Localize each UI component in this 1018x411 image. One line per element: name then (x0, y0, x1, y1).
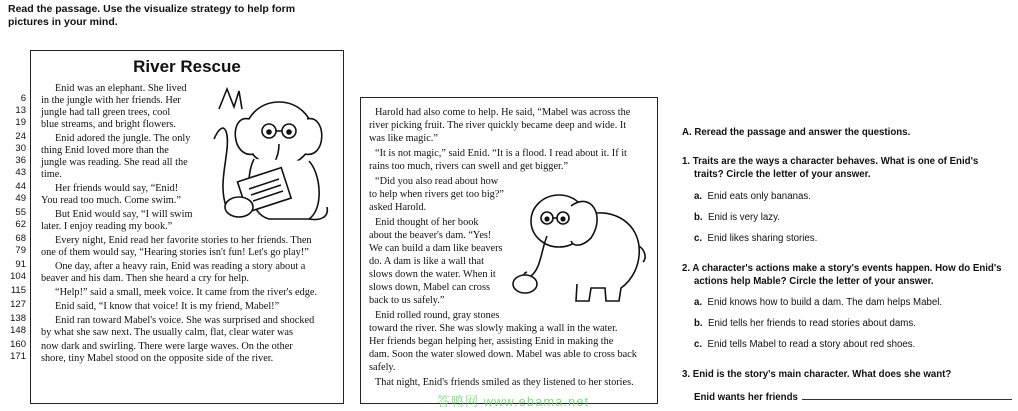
passage-2-line: Enid thought of her book (375, 217, 479, 228)
line-number: 160 (10, 339, 26, 350)
answer-line[interactable] (802, 399, 1012, 400)
instructions: Read the passage. Use the visualize strategy to help form pictures in your mind. (8, 3, 296, 28)
line-number: 24 (15, 131, 26, 142)
line-number: 138 (10, 313, 26, 324)
passage-2-line: “Did you also read about how (375, 176, 499, 187)
line-number: 36 (15, 155, 26, 166)
q2-option-b[interactable]: b. Enid tells her friends to read stories about dams. (694, 318, 916, 329)
passage-1-line: time. (41, 169, 62, 180)
q1-option-c[interactable]: c. Enid likes sharing stories. (694, 233, 818, 244)
line-number: 19 (15, 117, 26, 128)
passage-2-line: slows down the water. When it (369, 269, 496, 280)
line-number: 44 (15, 181, 26, 192)
question-2-line-2: actions help Mable? Circle the letter of your answer. (694, 276, 934, 287)
passage-2-line: river picking fruit. The river quickly became deep and wide. It (369, 120, 627, 131)
elephant-glasses-illustration (511, 176, 651, 304)
passage-2-line: dam. Soon the water slowed down. Mabel was able to cross back (369, 349, 637, 360)
line-number: 115 (10, 285, 26, 296)
story-title: River Rescue (133, 57, 241, 76)
questions-header: A. Reread the passage and answer the questions. (682, 127, 911, 138)
passage-1-line: later. I enjoy reading my book.” (41, 221, 173, 232)
passage-1-line: Enid said, “I know that voice! It is my friend, Mabel!” (55, 301, 280, 312)
line-number: 62 (15, 219, 26, 230)
passage-2-line: asked Harold. (369, 202, 427, 213)
passage-1-line: now dark and swirling. There were large waves. On the other (41, 341, 293, 352)
line-number: 148 (10, 325, 26, 336)
line-number: 104 (10, 271, 26, 282)
line-number: 6 (20, 93, 26, 104)
line-number: 79 (15, 245, 26, 256)
passage-1-line: shore, tiny Mabel stood on the opposite side of the river. (41, 353, 274, 364)
q1-option-a[interactable]: a. Enid eats only bananas. (694, 191, 811, 202)
passage-2-line: We can build a dam like beavers (369, 243, 503, 254)
question-1-line-2: traits? Circle the letter of your answer. (694, 169, 871, 180)
passage-1-line: jungle was reading. She read all the (41, 157, 188, 168)
passage-1-line: by what she saw next. The usually calm, flat, clear water was (41, 327, 293, 338)
passage-2-line: Her friends began helping her, assisting Enid in making the (369, 336, 614, 347)
line-number: 171 (10, 351, 26, 362)
line-number: 30 (15, 143, 26, 154)
question-2-line-1: 2. A character's actions make a story's events happen. How do Enid's (682, 263, 1002, 274)
passage-1-line: Enid ran toward Mabel's voice. She was surprised and shocked (55, 315, 315, 326)
passage-1-line: thing Enid loved more than the (41, 145, 169, 156)
passage-1-line: Enid was an elephant. She lived (55, 83, 187, 94)
line-number: 55 (15, 207, 26, 218)
line-number: 91 (15, 259, 26, 270)
passage-1-line: One day, after a heavy rain, Enid was reading a story about a (55, 261, 306, 272)
passage-2-line: back to us safely.” (369, 295, 445, 306)
question-3: 3. Enid is the story's main character. What does she want? (682, 369, 952, 380)
passage-1-line: jungle had tall green trees, cool (41, 107, 171, 118)
passage-1-line: “Help!” said a small, meek voice. It came from the river's edge. (55, 287, 318, 298)
q2-option-c[interactable]: c. Enid tells Mabel to read a story about red shoes. (694, 339, 916, 350)
passage-2-line: do. A dam is like a wall that (369, 256, 484, 267)
passage-2-line: about the beaver's dam. “Yes! (369, 230, 492, 241)
line-number: 43 (15, 167, 26, 178)
question-3-prompt: Enid wants her friends (694, 392, 798, 403)
passage-1-line: Her friends would say, “Enid! (55, 183, 179, 194)
q1-option-b[interactable]: b. Enid is very lazy. (694, 212, 780, 223)
passage-1-line: You read too much. Come swim.” (41, 195, 181, 206)
passage-2-line: toward the river. She was slowly making a wall in the water. (369, 323, 618, 334)
passage-2-line: was like magic.” (369, 133, 438, 144)
passage-2-line: Harold had also come to help. He said, “Mabel was across the (375, 107, 631, 118)
q2-option-a[interactable]: a. Enid knows how to build a dam. The dam helps Mabel. (694, 297, 943, 308)
passage-panel-2 (360, 97, 658, 404)
passage-2-line: Enid rolled round, gray stones (375, 310, 500, 321)
passage-1-line: in the jungle with her friends. Her (41, 95, 181, 106)
line-number: 127 (10, 299, 26, 310)
watermark: 答鸭网 www.ebama.net (437, 394, 590, 409)
elephant-reading-illustration (209, 79, 337, 229)
passage-2-line: safely. (369, 362, 396, 373)
passage-1-line: one of them would say, “Hearing stories isn't fun! Let's go play!” (41, 247, 309, 258)
passage-1-line: beaver and his dam. Then she heard a cry for help. (41, 273, 249, 284)
line-number: 13 (15, 105, 26, 116)
passage-2-line: That night, Enid's friends smiled as they listened to her stories. (375, 377, 634, 388)
passage-2-line: to help when rivers get too big?” (369, 189, 504, 200)
passage-2-line: rains too much, rivers can swell and get bigger.” (369, 161, 569, 172)
passage-1-line: blue streams, and bright flowers. (41, 119, 176, 130)
passage-1-line: But Enid would say, “I will swim (55, 209, 193, 220)
passage-panel-1 (30, 50, 344, 404)
question-1-line-1: 1. Traits are the ways a character behaves. What is one of Enid's (682, 156, 979, 167)
line-number: 68 (15, 233, 26, 244)
passage-1-line: Every night, Enid read her favorite stories to her friends. Then (55, 235, 312, 246)
line-number: 49 (15, 193, 26, 204)
passage-2-line: slows down, Mabel can cross (369, 282, 490, 293)
passage-1-line: Enid adored the jungle. The only (55, 133, 191, 144)
passage-2-line: “It is not magic,” said Enid. “It is a flood. I read about it. If it (375, 148, 627, 159)
